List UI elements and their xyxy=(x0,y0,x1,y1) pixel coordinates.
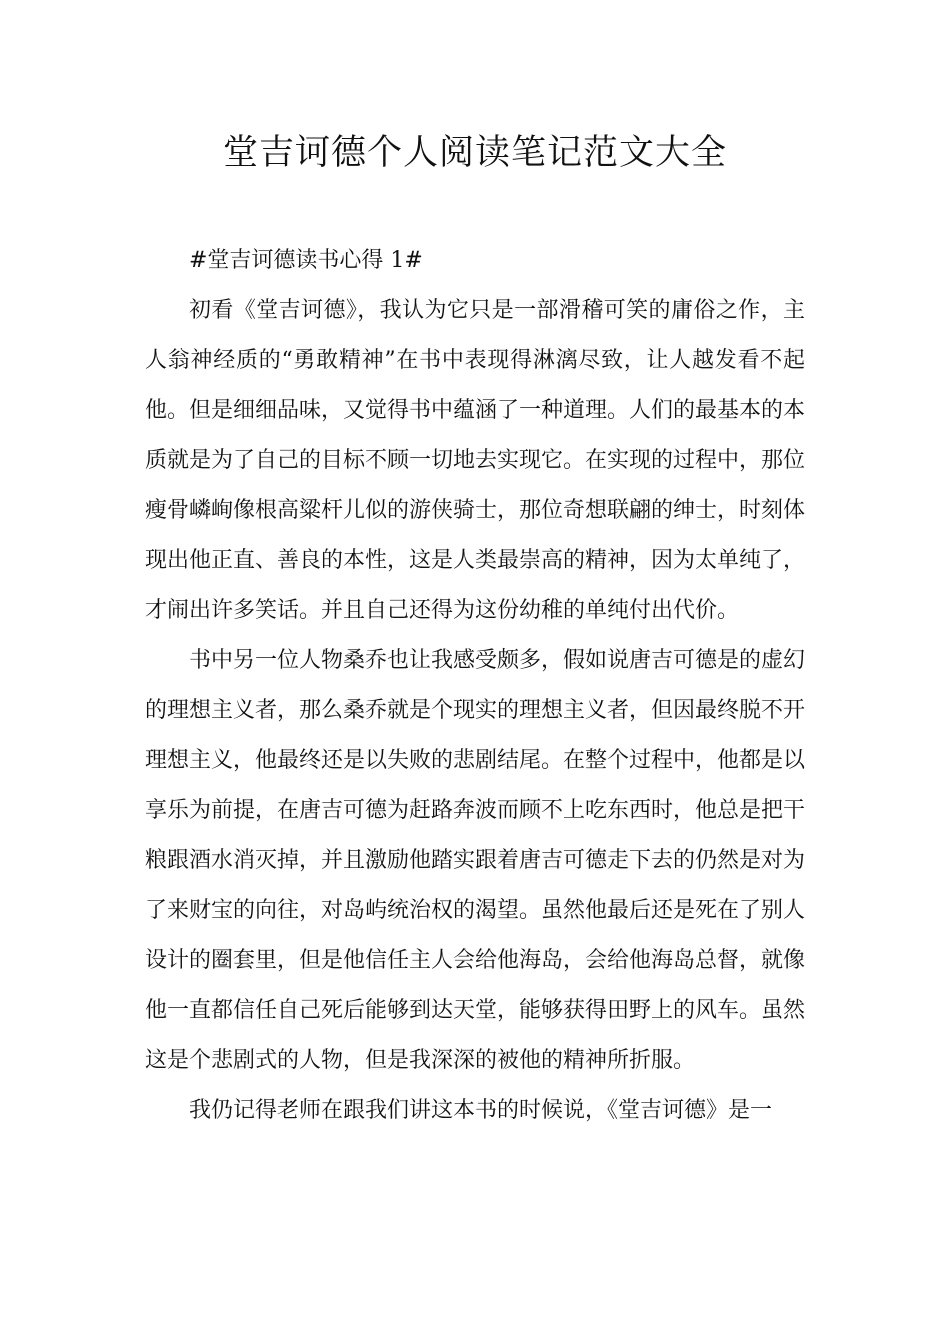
paragraph-1: 初看《堂吉诃德》，我认为它只是一部滑稽可笑的庸俗之作，主人翁神经质的“勇敢精神”在书中表现得淋漓尽致，让人越发看不起他。但是细细品味，又觉得书中蕴涵了一种道理。人们的最基本的本质就是为了自己的目标不顾一切地去实现它。在实现的过程中，那位瘦骨嶙峋像根高粱杆儿似的游侠骑士，那位奇想联翩的绅士，时刻体现出他正直、善良的本性，这是人类最崇高的精神，因为太单纯了，才闹出许多笑话。并且自己还得为这份幼稚的单纯付出代价。 xyxy=(145,298,806,623)
document-body xyxy=(145,236,805,1136)
section-heading: #堂吉诃德读书心得 1# xyxy=(189,248,423,273)
paragraph-2: 书中另一位人物桑乔也让我感受颇多，假如说唐吉可德是的虚幻的理想主义者，那么桑乔就是个现实的理想主义者，但因最终脱不开理想主义，他最终还是以失败的悲剧结尾。在整个过程中，他都是以享乐为前提，在唐吉可德为赶路奔波而顾不上吃东西时，他总是把干粮跟酒水消灭掉，并且激励他踏实跟着唐吉可德走下去的仍然是对为了来财宝的向往，对岛屿统治权的渴望。虽然他最后还是死在了别人设计的圈套里，但是他信任主人会给他海岛，会给他海岛总督，就像他一直都信任自己死后能够到达天堂，能够获得田野上的风车。虽然这是个悲剧式的人物，但是我深深的被他的精神所折服。 xyxy=(145,648,806,1073)
document-title: 堂吉诃德个人阅读笔记范文大全 xyxy=(222,133,727,173)
paragraph-3: 我仍记得老师在跟我们讲这本书的时候说，《堂吉诃德》是一 xyxy=(189,1098,773,1123)
